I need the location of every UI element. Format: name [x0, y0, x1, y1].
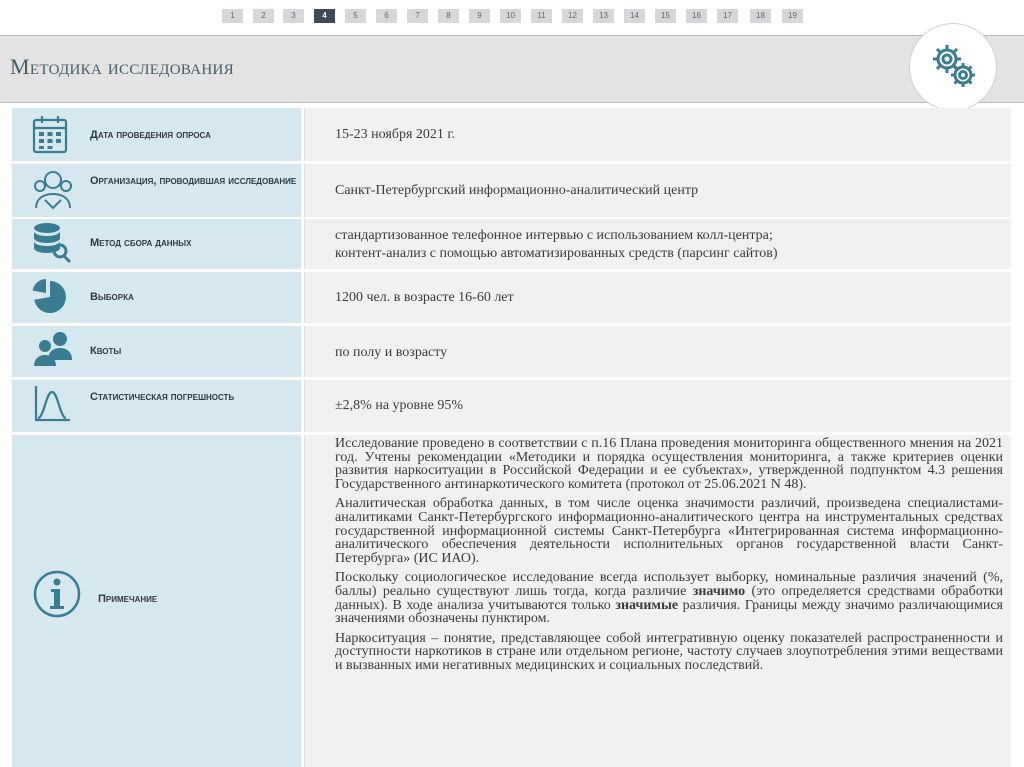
- value-cell: [304, 164, 1011, 217]
- row-value: 15-23 ноября 2021 г.: [335, 127, 456, 142]
- row-label: Примечание: [98, 593, 158, 605]
- emphasis-significant-plural: значимые: [615, 597, 679, 613]
- table-row-method: [12, 219, 1011, 269]
- row-value-line-2: контент-анализ с помощью автоматизированных средств (парсинг сайтов): [335, 246, 778, 261]
- page-button-11[interactable]: 11: [531, 9, 552, 23]
- row-value: Санкт-Петербургский информационно-аналитический центр: [335, 183, 699, 198]
- note-text-fragment: различия. Границы между значимо различающимися значениями обозначены пунктиром.: [335, 597, 1003, 627]
- table-row-date: [12, 108, 1011, 161]
- page-button-13[interactable]: 13: [593, 9, 614, 23]
- calendar-icon: [32, 114, 68, 154]
- page-button-10[interactable]: 10: [500, 9, 521, 23]
- table-row-sample: [12, 272, 1011, 323]
- note-text-fragment: Поскольку социологическое исследование всегда использует выборку, номинальные различия значений (%, баллы) реально существуют лишь тогда, когда различие: [335, 570, 1003, 599]
- page-button-3[interactable]: 3: [283, 9, 304, 23]
- value-cell: [304, 108, 1011, 161]
- label-cell: [12, 108, 304, 161]
- page-button-5[interactable]: 5: [345, 9, 366, 23]
- label-cell: [12, 272, 304, 323]
- emphasis-significant: значимо: [692, 583, 746, 599]
- row-label: Статистическая погрешность: [90, 391, 235, 403]
- row-label: Дата проведения опроса: [90, 129, 211, 141]
- note-paragraph-1: Исследование проведено в соответствии с п.16 Плана проведения мониторинга общественного мнения на 2021 год. Учтены рекомендации «Методики и порядка осуществления мониторинга, а также критериев оценки развития наркоситуации в Российской Федерации и ее субъектах», утвержденной подпунктом 4.3 решения Государственного антинаркотического комитета (протокол от 25.06.2021 N 48).: [335, 436, 1003, 492]
- page-button-15[interactable]: 15: [655, 9, 676, 23]
- table-row-quotas: [12, 326, 1011, 377]
- label-cell: [12, 380, 304, 432]
- page-title: Методика исследования: [10, 54, 234, 79]
- page-button-2[interactable]: 2: [253, 9, 274, 23]
- row-label: Метод сбора данных: [90, 237, 192, 249]
- label-cell: [12, 326, 304, 377]
- row-label: Квоты: [90, 345, 122, 357]
- gears-badge: [910, 24, 996, 110]
- row-value: по полу и возрасту: [335, 345, 448, 360]
- page-navigation: [0, 0, 1024, 35]
- row-value-line-1: стандартизованное телефонное интервью с использованием колл-центра;: [335, 228, 773, 243]
- label-cell: [12, 219, 304, 269]
- info-icon: [32, 569, 82, 619]
- table-row-organization: [12, 164, 1011, 217]
- header-band: [0, 35, 1024, 103]
- page-button-6[interactable]: 6: [376, 9, 397, 23]
- page-button-8[interactable]: 8: [438, 9, 459, 23]
- value-cell: [304, 435, 1011, 767]
- row-value: 1200 чел. в возрасте 16-60 лет: [335, 290, 514, 305]
- note-paragraph-3: [335, 571, 1003, 625]
- label-cell: [12, 435, 304, 767]
- table-row-note: [12, 435, 1011, 767]
- gears-icon: [928, 40, 980, 92]
- row-label: Организация, проводившая исследование: [90, 175, 297, 187]
- page-button-14[interactable]: 14: [624, 9, 645, 23]
- page-button-9[interactable]: 9: [469, 9, 490, 23]
- page-button-4-current[interactable]: 4: [314, 9, 335, 23]
- table-row-error: [12, 380, 1011, 432]
- page-button-1[interactable]: 1: [222, 9, 243, 23]
- value-cell: [304, 380, 1011, 432]
- page-button-16[interactable]: 16: [686, 9, 707, 23]
- page-button-17[interactable]: 17: [717, 9, 738, 23]
- value-cell: [304, 326, 1011, 377]
- note-body: [335, 437, 1003, 679]
- value-cell: [304, 219, 1011, 269]
- page-button-7[interactable]: 7: [407, 9, 428, 23]
- database-search-icon: [32, 222, 72, 264]
- note-paragraph-2: Аналитическая обработка данных, в том числе оценка значимости различий, произведена специалистами-аналитиками Санкт-Петербургского информационно-аналитического центра на инструментальных средствах государственной информационной системы Санкт-Петербурга «Интегрированная система информационно-аналитического обеспечения деятельности исполнительных органов государственной власти Санкт-Петербурга» (ИС ИАО).: [335, 496, 1003, 566]
- value-cell: [304, 272, 1011, 323]
- people-icon: [32, 330, 76, 370]
- pie-chart-icon: [32, 277, 68, 315]
- organization-icon: [32, 168, 74, 212]
- page-button-18[interactable]: 18: [750, 9, 771, 23]
- row-value: ±2,8% на уровне 95%: [335, 398, 464, 413]
- note-text-fragment: (это определяется средствами обработки данных). В ходе анализа учитываются только: [335, 583, 1003, 613]
- page-button-19[interactable]: 19: [782, 9, 803, 23]
- label-cell: [12, 164, 304, 217]
- distribution-curve-icon: [32, 384, 72, 424]
- note-paragraph-4: Наркоситуация – понятие, представляющее собой интегративную оценку показателей распространенности и доступности наркотиков в стране или отдельном регионе, частоту случаев злоупотребления этими веществами и вызванных ими негативных медицинских и социальных последствий.: [335, 630, 1003, 673]
- row-label: Выборка: [90, 291, 134, 303]
- page-button-12[interactable]: 12: [562, 9, 583, 23]
